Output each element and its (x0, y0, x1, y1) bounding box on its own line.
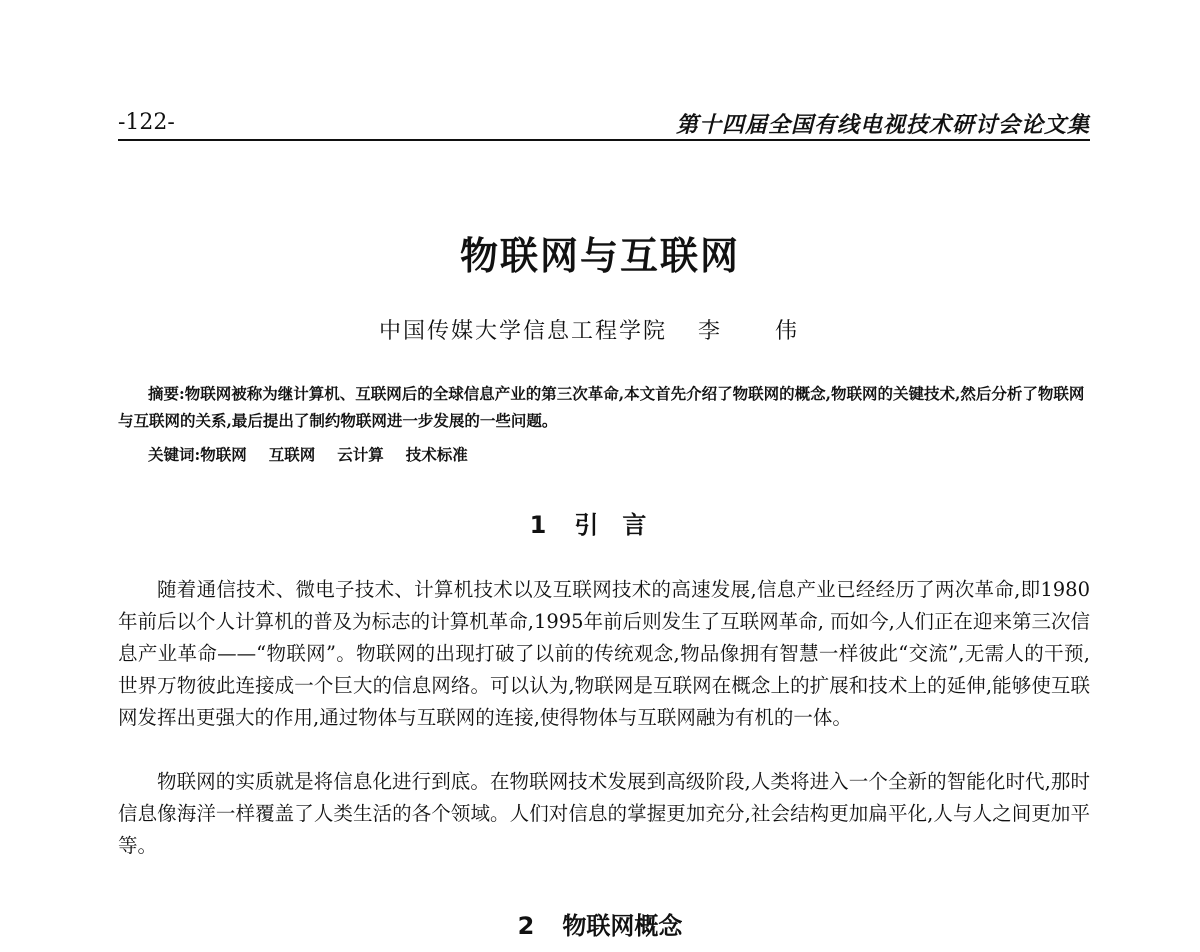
paper-title: 物联网与互联网 (459, 234, 740, 278)
section-number: 2 (517, 912, 535, 940)
body-paragraph (118, 574, 1090, 734)
section-heading-iot-concept (0, 906, 1200, 941)
author-affiliation: 中国传媒大学信息工程学院 (378, 319, 667, 344)
body-paragraph (118, 766, 1090, 862)
section-number: 1 (529, 511, 547, 539)
author-line (0, 314, 1200, 345)
keyword-item: 互联网 (268, 445, 316, 464)
paragraph-text: 物联网的实质就是将信息化进行到底。在物联网技术发展到高级阶段,人类将进入一个全新的智能化时代,那时信息像海洋一样覆盖了人类生活的各个领域。人们对信息的掌握更加充分,社会结构更加扁平化,人与人之间更加平等。 (118, 770, 1090, 857)
keyword-item: 技术标准 (405, 445, 468, 464)
header-rule (118, 139, 1090, 141)
keywords-label: 关键词: (148, 445, 201, 464)
paragraph-text: 随着通信技术、微电子技术、计算机技术以及互联网技术的高速发展,信息产业已经经历了两次革命,即1980年前后以个人计算机的普及为标志的计算机革命,1995年前后则发生了互联网革命, 而如今,人们正在迎来第三次信息产业革命——“物联网”。物联网的出现打破了以前的传统观念,物品像拥有智慧一样彼此“交流”,无需人的干预,世界万物彼此连接成一个巨大的信息网络。可以认为,物联网是互联网在概念上的扩展和技术上的延伸,能够使互联网发挥出更强大的作用,通过物体与互联网的连接,使得物体与互联网融为有机的一体。 (118, 578, 1090, 729)
running-title: 第十四届全国有线电视技术研讨会论文集 (675, 112, 1090, 138)
section-title: 物联网概念 (562, 912, 683, 940)
author-name: 李 伟 (698, 319, 821, 344)
section-heading-introduction (0, 505, 1200, 540)
abstract (118, 380, 1090, 434)
page-number: -122- (118, 110, 175, 135)
abstract-text: 摘要:物联网被称为继计算机、互联网后的全球信息产业的第三次革命,本文首先介绍了物联网的概念,物联网的关键技术,然后分析了物联网与互联网的关系,最后提出了制约物联网进一步发展的一些问题。 (118, 384, 1085, 430)
keywords (148, 443, 490, 465)
keyword-item: 物联网 (200, 445, 247, 464)
page-header (118, 108, 1090, 140)
keyword-item: 云计算 (337, 445, 384, 464)
section-title: 引言 (574, 511, 671, 539)
